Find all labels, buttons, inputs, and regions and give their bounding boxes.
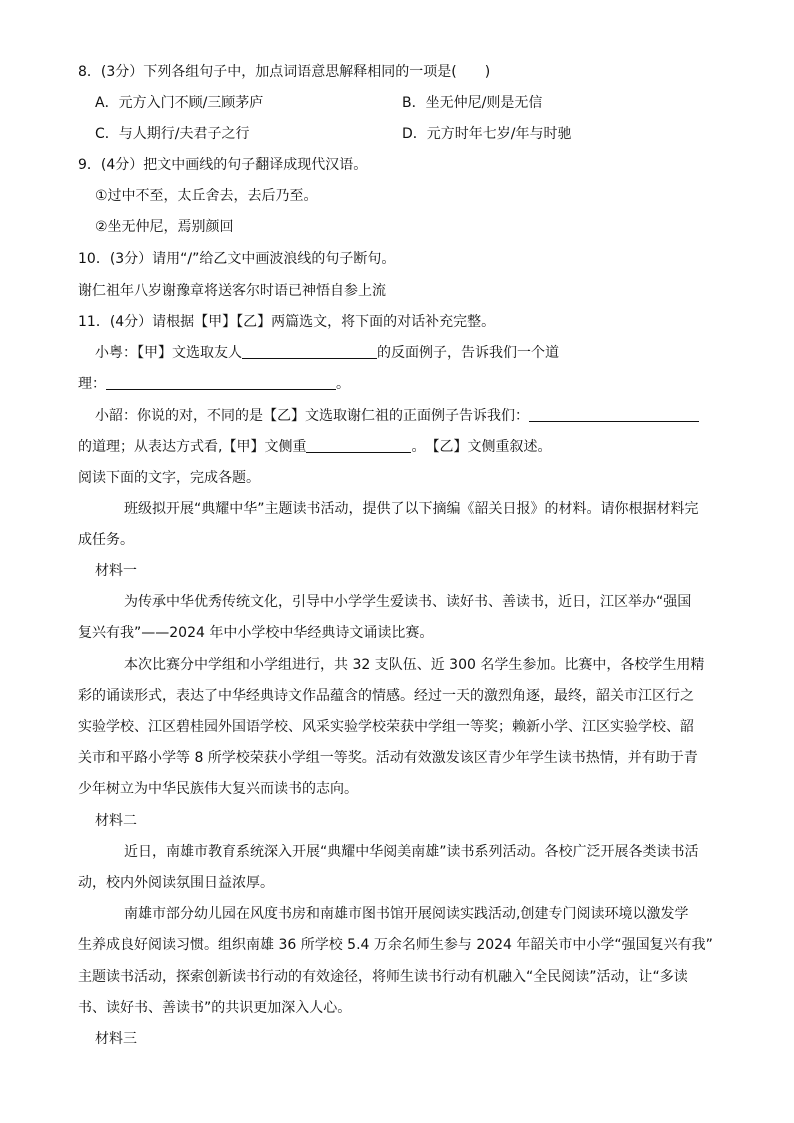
q11-line-4 (78, 437, 551, 457)
task-line-1: 班级拟开展“典耀中华”主题读书活动，提供了以下摘编《韶关日报》的材料。请你根据材料完 (124, 501, 699, 517)
q9-item-1: ①过中不至，太丘舍去，去后乃至。 (95, 188, 318, 204)
m1-p2-line-4: 关市和平路小学等 8 所学校荣获小学组一等奖。活动有效激发该区青少年学生读书热情，并有助于青 (78, 750, 698, 766)
m1-p1-line-2: 复兴有我”——2024 年中小学校中华经典诗文诵读比赛。 (78, 625, 434, 641)
task-line-2: 成任务。 (78, 532, 134, 548)
m2-p2-line-4: 书、读好书、善读书”的共识更加深入人心。 (78, 1000, 352, 1016)
q10-stem: 10．(3分）请用“/”给乙文中画波浪线的句子断句。 (78, 251, 396, 267)
q11-stem: 11．(4分）请根据【甲】【乙】两篇选文，将下面的对话补充完整。 (78, 314, 496, 330)
q11-line4-text-a: 的道理；从表达方式看,【甲】文侧重 (78, 439, 307, 455)
q11-line3-text-a: 小韶：你说的对，不同的是【乙】文选取谢仁祖的正面例子告诉我们： (95, 408, 529, 424)
q11-answer-blank-2[interactable] (106, 375, 336, 390)
q8-option-c: C．与人期行/夫君子之行 (95, 126, 250, 142)
material-3-heading: 材料三 (95, 1031, 137, 1047)
m1-p2-line-2: 彩的诵读形式，表达了中华经典诗文作品蕴含的情感。经过一天的激烈角逐，最终，韶关市江区行之 (78, 688, 694, 704)
q11-line-3 (95, 406, 699, 426)
q8-option-a: A．元方入门不顾/三顾茅庐 (95, 95, 264, 111)
m2-p1-line-2: 动，校内外阅读氛围日益浓厚。 (78, 875, 274, 891)
q8-option-d: D．元方时年七岁/年与时驰 (402, 126, 572, 142)
m1-p1-line-1: 为传承中华优秀传统文化，引导中小学学生爱读书、读好书、善读书，近日，江区举办“强国 (124, 594, 692, 610)
q11-line2-text-a: 理： (78, 376, 106, 392)
m1-p2-line-1: 本次比赛分中学组和小学组进行，共 32 支队伍、近 300 名学生参加。比赛中，各校学生用精 (124, 657, 705, 673)
q11-answer-blank-3[interactable] (529, 407, 699, 422)
material-1-heading: 材料一 (95, 563, 137, 579)
m1-p2-line-3: 实验学校、江区碧桂园外国语学校、风采实验学校荣获中学组一等奖；赖新小学、江区实验学校、韶 (78, 719, 694, 735)
m2-p2-line-2: 生养成良好阅读习惯。组织南雄 36 所学校 5.4 万余名师生参与 2024 年韶关市中小学“强国复兴有我” (78, 937, 713, 953)
reading-intro: 阅读下面的文字，完成各题。 (78, 470, 260, 486)
q11-line4-text-b: 。 【乙】文侧重叙述。 (411, 439, 552, 455)
m2-p2-line-3: 主题读书活动，探索创新读书行动的有效途径，将师生读书行动有机融入“全民阅读”活动，让“多读 (78, 969, 688, 985)
q8-stem: 8．(3分）下列各组句子中，加点词语意思解释相同的一项是( ) (78, 64, 491, 80)
q8-option-b: B．坐无仲尼/则是无信 (402, 95, 543, 111)
q11-line1-text-b: 的反面例子，告诉我们一个道 (377, 345, 559, 361)
q11-line2-text-b: 。 (336, 376, 350, 392)
q10-sentence: 谢仁祖年八岁谢豫章将送客尔时语已神悟自参上流 (78, 283, 386, 299)
q11-answer-blank-1[interactable] (242, 344, 377, 359)
m2-p1-line-1: 近日，南雄市教育系统深入开展“典耀中华阅美南雄”读书系列活动。各校广泛开展各类读书活 (124, 844, 699, 860)
q11-answer-blank-4[interactable] (306, 438, 411, 453)
q11-line1-text-a: 小粤：【甲】文选取友人 (95, 345, 242, 361)
material-2-heading: 材料二 (95, 813, 137, 829)
m1-p2-line-5: 少年树立为中华民族伟大复兴而读书的志向。 (78, 781, 358, 797)
q9-item-2: ②坐无仲尼，焉别颜回 (95, 219, 234, 235)
q11-line-2 (78, 374, 350, 394)
m2-p2-line-1: 南雄市部分幼儿园在风度书房和南雄市图书馆开展阅读实践活动,创建专门阅读环境以激发学 (124, 906, 689, 922)
q11-line-1 (95, 343, 559, 363)
q9-stem: 9．(4分）把文中画线的句子翻译成现代汉语。 (78, 157, 368, 173)
